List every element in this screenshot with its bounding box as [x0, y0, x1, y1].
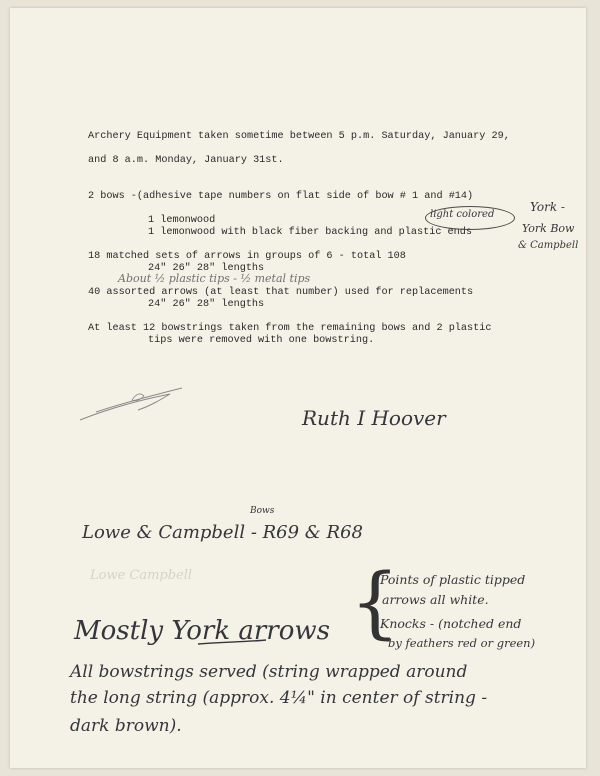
lowe-campbell-line: Lowe & Campbell - R69 & R68 [82, 522, 364, 543]
bowstrings-line-1: At least 12 bowstrings taken from the remaining bows and 2 plastic [88, 323, 492, 334]
side-note-1: York - [530, 200, 565, 214]
bowstrings-line-2: tips were removed with one bowstring. [148, 335, 375, 346]
circled-note: light colored [430, 209, 495, 220]
served-line-2: the long string (approx. 4¼" in center of string - [70, 688, 488, 708]
underline-york [10, 8, 586, 768]
assorted-arrows-line: 40 assorted arrows (at least that number) used for replacements [88, 287, 474, 298]
points-note-1: Points of plastic tipped [380, 572, 526, 587]
brace-icon: { [350, 558, 400, 648]
lengths-line-2: 24" 26" 28" lengths [148, 299, 265, 310]
faint-pencil-line: Lowe Campbell [90, 568, 193, 583]
served-line-3: dark brown). [70, 716, 182, 736]
title-line-1: Archery Equipment taken sometime between 5 p.m. Saturday, January 29, [88, 131, 510, 142]
lengths-line-1: 24" 26" 28" lengths [148, 263, 265, 274]
points-note-2: arrows all white. [382, 592, 489, 607]
points-note-4: by feathers red or green) [388, 636, 536, 650]
title-line-2: and 8 a.m. Monday, January 31st. [88, 155, 284, 166]
bow-item-2: 1 lemonwood with black fiber backing and plastic ends [148, 227, 473, 238]
mostly-york-arrows: Mostly York arrows [74, 616, 330, 646]
points-note-3: Knocks - (notched end [380, 616, 522, 631]
arrow-sets-line: 18 matched sets of arrows in groups of 6 - total 108 [88, 251, 406, 262]
document-page [10, 8, 586, 768]
tips-note: About ½ plastic tips - ½ metal tips [118, 272, 311, 285]
bows-line: 2 bows -(adhesive tape numbers on flat side of bow # 1 and #14) [88, 191, 474, 202]
bows-small-note: Bows [250, 506, 275, 516]
signature: Ruth I Hoover [302, 406, 446, 430]
side-note-3: & Campbell [518, 240, 579, 251]
bow-item-1: 1 lemonwood [148, 215, 216, 226]
served-line-1: All bowstrings served (string wrapped around [70, 662, 468, 682]
side-note-2: York Bow [522, 222, 575, 235]
